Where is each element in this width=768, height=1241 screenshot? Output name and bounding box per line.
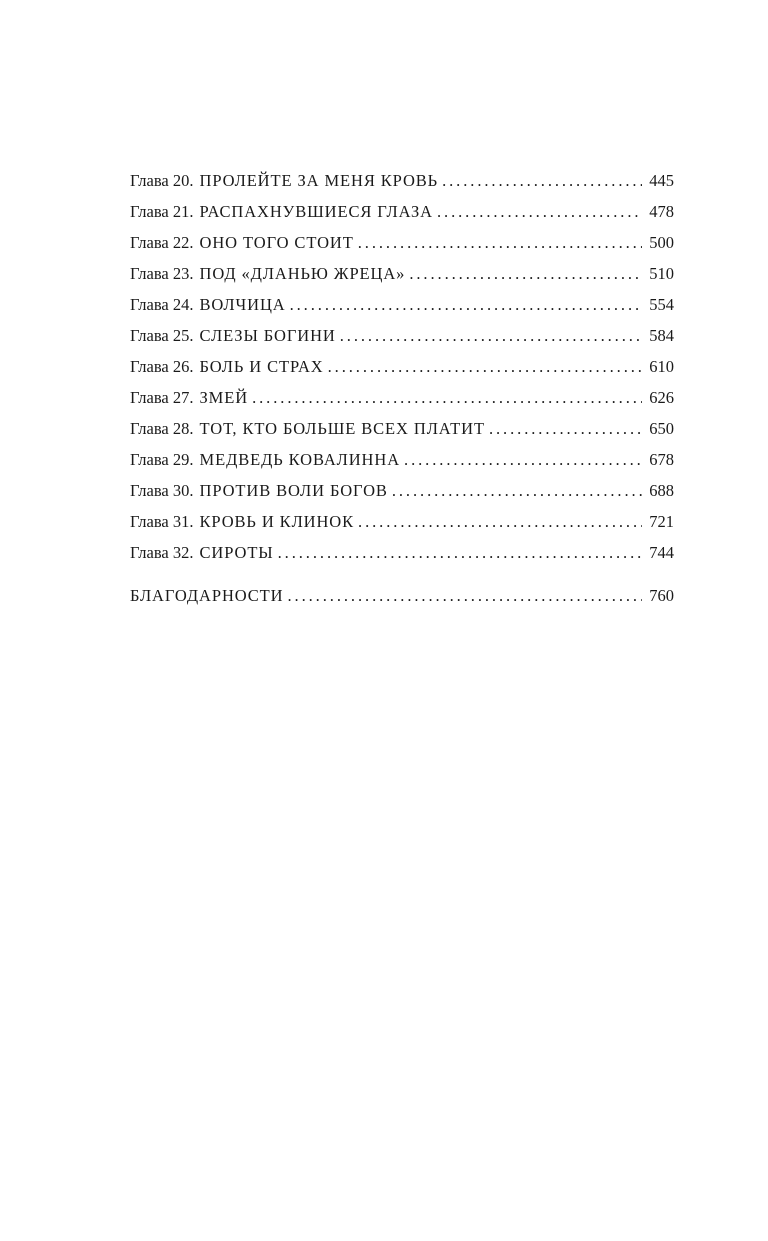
- toc-entry-22: [130, 227, 674, 258]
- chapter-title: КРОВЬ И КЛИНОК: [199, 512, 355, 531]
- dot-leader: [328, 351, 642, 382]
- toc-entry-23: [130, 258, 674, 289]
- chapter-number: Глава 27.: [130, 388, 194, 407]
- chapter-number: Глава 31.: [130, 512, 194, 531]
- dot-leader: [404, 444, 642, 475]
- chapter-number: Глава 32.: [130, 543, 194, 562]
- dot-leader: [392, 475, 642, 506]
- page-number: 626: [649, 388, 674, 407]
- page-number: 721: [649, 512, 674, 531]
- page-number: 584: [649, 326, 674, 345]
- chapter-number: Глава 20.: [130, 171, 194, 190]
- chapter-number: Глава 22.: [130, 233, 194, 252]
- table-of-contents: [130, 165, 674, 611]
- chapter-title: ТОТ, КТО БОЛЬШЕ ВСЕХ ПЛАТИТ: [199, 419, 485, 438]
- dot-leader: [278, 537, 642, 568]
- toc-entry-28: [130, 413, 674, 444]
- chapter-number: Глава 30.: [130, 481, 194, 500]
- page-number: 678: [649, 450, 674, 469]
- dot-leader: [287, 580, 642, 611]
- chapter-number: Глава 21.: [130, 202, 194, 221]
- toc-entry-21: [130, 196, 674, 227]
- chapter-title: ЗМЕЙ: [199, 388, 249, 407]
- dot-leader: [442, 165, 642, 196]
- toc-entry-24: [130, 289, 674, 320]
- toc-entry-27: [130, 382, 674, 413]
- toc-entry-acknowledgements: [130, 580, 674, 611]
- chapter-number: Глава 29.: [130, 450, 194, 469]
- page-number: 478: [649, 202, 674, 221]
- chapter-title: ПОД «ДЛАНЬЮ ЖРЕЦА»: [199, 264, 406, 283]
- toc-entry-32: [130, 537, 674, 568]
- dot-leader: [409, 258, 642, 289]
- chapter-number: Глава 28.: [130, 419, 194, 438]
- page-number: 500: [649, 233, 674, 252]
- page-number: 744: [649, 543, 674, 562]
- chapter-title: РАСПАХНУВШИЕСЯ ГЛАЗА: [199, 202, 433, 221]
- dot-leader: [340, 320, 642, 351]
- page-number: 760: [649, 586, 674, 605]
- chapter-title: МЕДВЕДЬ КОВАЛИННА: [199, 450, 401, 469]
- toc-entry-30: [130, 475, 674, 506]
- section-title: БЛАГОДАРНОСТИ: [130, 586, 284, 605]
- dot-leader: [358, 506, 642, 537]
- page-number: 688: [649, 481, 674, 500]
- dot-leader: [252, 382, 642, 413]
- chapter-number: Глава 25.: [130, 326, 194, 345]
- dot-leader: [437, 196, 642, 227]
- page-number: 610: [649, 357, 674, 376]
- chapter-title: ПРОТИВ ВОЛИ БОГОВ: [199, 481, 388, 500]
- dot-leader: [489, 413, 642, 444]
- toc-entry-25: [130, 320, 674, 351]
- chapter-title: ОНО ТОГО СТОИТ: [199, 233, 354, 252]
- chapter-number: Глава 24.: [130, 295, 194, 314]
- dot-leader: [290, 289, 642, 320]
- toc-entry-29: [130, 444, 674, 475]
- toc-entry-31: [130, 506, 674, 537]
- toc-entry-20: [130, 165, 674, 196]
- dot-leader: [358, 227, 642, 258]
- chapter-title: ВОЛЧИЦА: [199, 295, 286, 314]
- chapter-number: Глава 23.: [130, 264, 194, 283]
- chapter-title: БОЛЬ И СТРАХ: [199, 357, 324, 376]
- page-number: 445: [649, 171, 674, 190]
- toc-entry-26: [130, 351, 674, 382]
- page-number: 554: [649, 295, 674, 314]
- chapter-title: СЛЕЗЫ БОГИНИ: [199, 326, 336, 345]
- chapter-title: СИРОТЫ: [199, 543, 274, 562]
- chapter-number: Глава 26.: [130, 357, 194, 376]
- chapter-title: ПРОЛЕЙТЕ ЗА МЕНЯ КРОВЬ: [199, 171, 439, 190]
- page-number: 510: [649, 264, 674, 283]
- page-number: 650: [649, 419, 674, 438]
